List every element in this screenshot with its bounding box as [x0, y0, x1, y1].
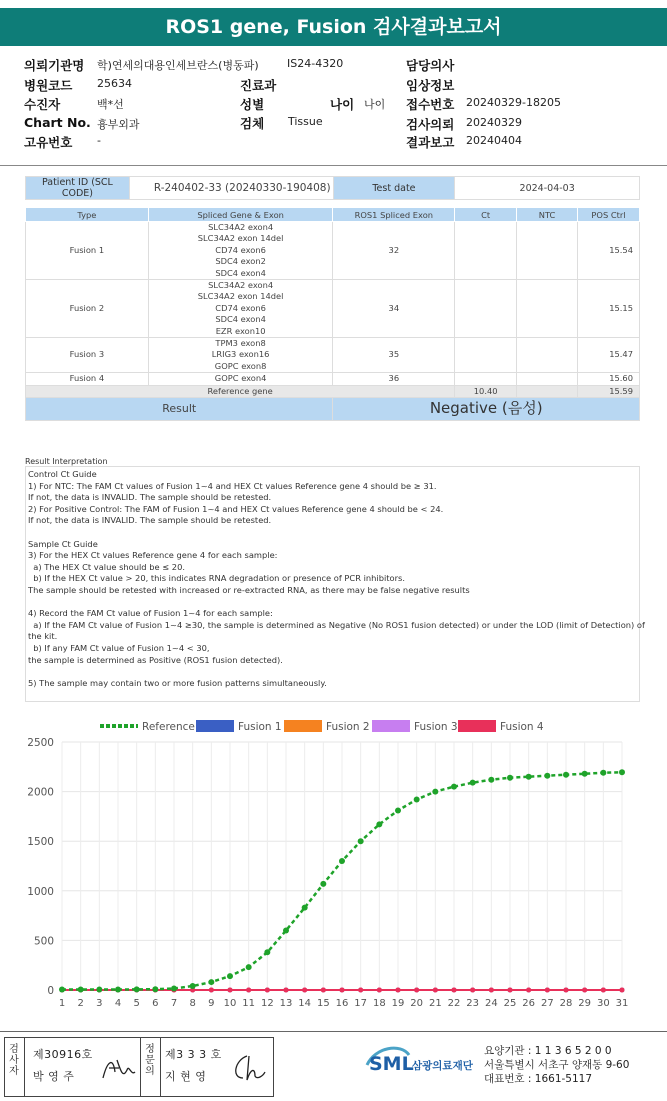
org-line: 요양기관 : 1 1 3 6 5 2 0 0 [484, 1045, 612, 1057]
data-point [507, 775, 513, 781]
clinical-info-label: 임상정보 [406, 78, 455, 93]
gene-line: GOPC exon4 [214, 373, 267, 384]
x-tick-label: 24 [484, 998, 498, 1009]
data-point [582, 771, 588, 777]
logo-text: SML [369, 1053, 414, 1075]
col-header: Type [26, 208, 149, 222]
hospital-code-label: 병원코드 [24, 78, 73, 93]
data-point [284, 988, 289, 993]
patient-info-section [0, 54, 667, 164]
x-tick-label: 12 [260, 998, 274, 1009]
examiner-label-text: 검사자 [9, 1044, 19, 1077]
request-date-value: 20240329 [466, 116, 522, 129]
x-tick-label: 16 [335, 998, 349, 1009]
data-point [433, 988, 438, 993]
patient-name-label: 수진자 [24, 97, 61, 112]
interpretation-line [28, 597, 637, 609]
report-date-value: 20240404 [466, 134, 522, 147]
legend-swatch [372, 720, 410, 732]
data-point [358, 988, 363, 993]
x-tick-label: 29 [578, 998, 592, 1009]
amplification-chart [0, 712, 667, 1012]
interpretation-line: Control Ct Guide [28, 469, 97, 479]
data-point [339, 858, 345, 864]
y-tick-label: 1500 [27, 836, 54, 849]
x-tick-label: 6 [152, 998, 159, 1009]
data-point [171, 986, 177, 992]
pos-ctrl-cell: 15.54 [578, 222, 640, 280]
x-tick-label: 23 [466, 998, 480, 1009]
interpretation-line: 1) For NTC: The FAM Ct values of Fusion 1~4 and HEX Ct values Reference gene 4 should be ≥ 31. [28, 480, 437, 491]
data-point [600, 770, 606, 776]
data-point [395, 807, 401, 813]
legend-label: Fusion 2 [326, 721, 370, 733]
y-tick-label: 0 [47, 985, 54, 997]
chart-svg [0, 712, 667, 1012]
interpretation-line: a) The HEX Ct value should be ≤ 20. [28, 561, 186, 572]
org-line: 서울특별시 서초구 양재동 9-60 [484, 1059, 630, 1071]
pos-ctrl-cell: 15.15 [578, 280, 640, 338]
x-tick-label: 11 [242, 998, 256, 1009]
exon-cell: 32 [333, 222, 455, 280]
org-name: 삼광의료재단 [412, 1060, 473, 1072]
vertical-divider [24, 1038, 25, 1096]
data-point [265, 988, 270, 993]
gene-line: SLC34A2 exon 14del [197, 233, 284, 244]
sml-logo [365, 1043, 480, 1083]
data-point [190, 983, 196, 989]
data-point [414, 797, 420, 803]
data-point [488, 777, 494, 783]
interpretation-line: a) If the FAM Ct value of Fusion 1~4 ≥30, the sample is determined as Negative (No ROS1 fusion detected) or under the LOD (limit of Detection) of [28, 619, 645, 630]
unique-number-label: 고유번호 [24, 135, 73, 150]
legend-label: Fusion 1 [238, 721, 282, 733]
x-tick-label: 9 [208, 998, 215, 1009]
data-point [526, 774, 532, 780]
data-point [470, 988, 475, 993]
y-tick-label: 2000 [27, 786, 54, 799]
data-point [377, 988, 382, 993]
interpretation-line: 4) Record the FAM Ct value of Fusion 1~4 for each sample: [28, 608, 273, 619]
gene-line: CD74 exon6 [215, 302, 266, 313]
x-tick-label: 31 [615, 998, 629, 1009]
reference-ntc-cell [517, 385, 578, 397]
doctor-label: 담당의사 [406, 58, 455, 73]
data-point [340, 988, 345, 993]
gene-line: SDC4 exon4 [215, 314, 266, 325]
x-tick-label: 14 [298, 998, 312, 1009]
data-point [134, 986, 140, 992]
report-title: ROS1 gene, Fusion 검사결과보고서 [0, 8, 667, 46]
data-point [563, 772, 569, 778]
gene-line: TPM3 exon8 [215, 338, 266, 349]
receipt-number-label: 접수번호 [406, 97, 455, 112]
x-tick-label: 25 [503, 998, 517, 1009]
reference-pos-cell: 15.59 [578, 385, 640, 397]
test-date-value: 2024-04-03 [455, 177, 640, 200]
data-point [264, 949, 270, 955]
interpretation-line: the sample is determined as Positive (ROS1 fusion detected). [28, 654, 283, 665]
org-line: 대표번호 : 1661-5117 [484, 1073, 593, 1085]
x-tick-label: 19 [391, 998, 405, 1009]
gene-line: SLC34A2 exon4 [208, 280, 274, 291]
confirm-label-text: 정문의 [145, 1044, 155, 1077]
data-point [246, 988, 251, 993]
exon-cell: 34 [333, 280, 455, 338]
interpretation-line: the kit. [28, 631, 58, 642]
confirm-label [143, 1044, 157, 1077]
x-tick-label: 3 [96, 998, 103, 1009]
data-point [452, 988, 457, 993]
data-point [376, 821, 382, 827]
vertical-divider [160, 1038, 161, 1096]
table-row [26, 373, 640, 385]
ntc-cell [517, 338, 578, 373]
request-id-value: IS24-4320 [287, 57, 344, 70]
ntc-cell [517, 280, 578, 338]
ct-cell [455, 280, 517, 338]
report-date-label: 결과보고 [406, 135, 455, 150]
signature-box [4, 1037, 274, 1097]
col-header: Ct [455, 208, 517, 222]
x-tick-label: 27 [540, 998, 554, 1009]
interpretation-line [28, 666, 637, 678]
data-point [321, 988, 326, 993]
data-point [526, 988, 531, 993]
test-date-label: Test date [333, 177, 455, 200]
table-row [26, 280, 640, 338]
chart-no-value: 흉부외과 [97, 118, 140, 131]
table-row [26, 338, 640, 373]
patient-name-value: 백*선 [97, 98, 124, 111]
examiner-label [7, 1044, 21, 1077]
gene-line: EZR exon10 [215, 325, 266, 336]
y-tick-label: 2500 [27, 737, 54, 749]
x-tick-label: 7 [170, 998, 178, 1009]
legend-label: Fusion 4 [500, 721, 544, 733]
y-tick-label: 500 [33, 935, 54, 948]
interpretation-box [25, 466, 645, 702]
examiner-name: 박 영 주 [33, 1070, 75, 1083]
data-point [302, 988, 307, 993]
gene-line: LRIG3 exon16 [211, 349, 270, 360]
data-point [320, 881, 326, 887]
pos-ctrl-cell: 15.60 [578, 373, 640, 385]
data-point [601, 988, 606, 993]
exon-cell: 35 [333, 338, 455, 373]
gene-cell [148, 338, 333, 373]
legend-swatch [458, 720, 496, 732]
x-tick-label: 21 [428, 998, 442, 1009]
data-point [209, 988, 214, 993]
data-point [358, 838, 364, 844]
request-date-label: 검사의뢰 [406, 117, 455, 132]
x-tick-label: 10 [223, 998, 237, 1009]
data-point [508, 988, 513, 993]
data-point [544, 773, 550, 779]
x-tick-label: 4 [114, 998, 122, 1009]
x-tick-label: 5 [133, 998, 140, 1009]
x-tick-label: 22 [447, 998, 461, 1009]
gene-cell [148, 280, 333, 338]
interpretation-line: The sample should be retested with increased or re-extracted RNA, as there may be false negative results [28, 584, 470, 595]
patient-id-label: Patient ID (SCL CODE) [26, 177, 130, 200]
data-point [283, 927, 289, 933]
x-tick-label: 13 [279, 998, 293, 1009]
data-point [451, 784, 457, 790]
data-point [302, 905, 308, 911]
footer-divider [0, 1031, 667, 1032]
confirm-name: 지 현 영 [165, 1070, 207, 1083]
data-point [78, 987, 84, 993]
x-tick-label: 17 [354, 998, 368, 1009]
section-divider [0, 165, 667, 166]
gene-line: SLC34A2 exon4 [208, 222, 274, 232]
data-point [208, 979, 214, 985]
age-label: 나이 [330, 97, 355, 112]
hospital-code-value: 25634 [97, 77, 132, 90]
x-tick-label: 26 [522, 998, 536, 1009]
patient-id-table [25, 176, 640, 200]
interpretation-line: If not, the data is INVALID. The sample should be retested. [28, 515, 272, 526]
sml-logo-mark [365, 1043, 480, 1079]
type-cell: Fusion 3 [26, 338, 149, 373]
data-point [432, 789, 438, 795]
x-tick-label: 20 [410, 998, 424, 1009]
exon-cell: 36 [333, 373, 455, 385]
pos-ctrl-cell: 15.47 [578, 338, 640, 373]
reference-ct-cell: 10.40 [455, 385, 517, 397]
col-header: ROS1 Spliced Exon [333, 208, 455, 222]
interpretation-title: Result Interpretation [25, 457, 108, 466]
data-point [619, 769, 625, 775]
reference-gene-label: Reference gene [26, 385, 455, 397]
chart-no-label: Chart No. [24, 115, 91, 130]
result-row [26, 398, 640, 421]
col-header: Spliced Gene & Exon [148, 208, 333, 222]
data-point [489, 988, 494, 993]
examiner-license-no: 제30916호 [33, 1048, 93, 1061]
x-tick-label: 8 [189, 998, 196, 1009]
x-tick-label: 1 [58, 998, 66, 1009]
ct-cell [455, 222, 517, 280]
interpretation-line: b) If any FAM Ct value of Fusion 1~4 < 30, [28, 642, 210, 653]
unique-number-value: - [97, 134, 101, 147]
data-point [152, 986, 158, 992]
data-point [582, 988, 587, 993]
gene-line: SLC34A2 exon 14del [197, 291, 284, 302]
vertical-divider [140, 1038, 141, 1096]
type-cell: Fusion 4 [26, 373, 149, 385]
confirm-license-no: 제3 3 3 호 [165, 1048, 222, 1061]
table-row [26, 222, 640, 280]
data-point [396, 988, 401, 993]
specimen-label: 검체 [240, 116, 265, 131]
gene-line: CD74 exon6 [215, 244, 266, 255]
interpretation-line: Sample Ct Guide [28, 538, 98, 549]
results-table [25, 207, 640, 421]
org-info [484, 1044, 629, 1086]
institution-label: 의뢰기관명 [24, 58, 85, 73]
data-point [227, 973, 233, 979]
ntc-cell [517, 222, 578, 280]
interpretation-line: b) If the HEX Ct value > 20, this indicates RNA degradation or presence of PCR inhibitors. [28, 573, 406, 584]
data-point [620, 988, 625, 993]
reference-gene-row [26, 385, 640, 397]
data-point [246, 964, 252, 970]
type-cell: Fusion 1 [26, 222, 149, 280]
data-point [59, 987, 65, 993]
receipt-number-value: 20240329-18205 [466, 96, 561, 109]
interpretation-line: If not, the data is INVALID. The sample should be retested. [28, 492, 272, 503]
examiner-signature [97, 1052, 137, 1086]
sex-label: 성별 [240, 97, 265, 112]
data-point [228, 988, 233, 993]
gene-line: SDC4 exon2 [215, 256, 266, 267]
col-header: POS Ctrl [578, 208, 640, 222]
legend-swatch [284, 720, 322, 732]
ct-cell [455, 338, 517, 373]
data-point [115, 987, 121, 993]
legend-label: Fusion 3 [414, 721, 458, 733]
interpretation-line: 5) The sample may contain two or more fusion patterns simultaneously. [28, 677, 327, 688]
data-point [96, 987, 102, 993]
data-point [564, 988, 569, 993]
y-tick-label: 1000 [27, 885, 54, 898]
x-tick-label: 2 [77, 998, 84, 1009]
col-header: NTC [517, 208, 578, 222]
result-label: Result [26, 398, 333, 421]
gene-cell [148, 222, 333, 280]
result-value: Negative (음성) [333, 398, 640, 421]
x-tick-label: 18 [372, 998, 386, 1009]
x-tick-label: 30 [596, 998, 610, 1009]
department-label: 진료과 [240, 78, 277, 93]
interpretation-line: 3) For the HEX Ct values Reference gene 4 for each sample: [28, 550, 278, 561]
legend-label: Reference [142, 721, 195, 733]
ct-cell [455, 373, 517, 385]
interpretation-line [28, 527, 637, 539]
interpretation-line: 2) For Positive Control: The FAM of Fusion 1~4 and HEX Ct values Reference gene 4 should be < 24. [28, 503, 444, 514]
ntc-cell [517, 373, 578, 385]
legend-swatch [196, 720, 234, 732]
gene-line: GOPC exon8 [214, 360, 267, 371]
x-tick-label: 15 [316, 998, 330, 1009]
confirm-signature [227, 1050, 267, 1086]
specimen-value: Tissue [288, 115, 323, 128]
institution-value: 학)연세의대용인세브란스(병동파) [97, 59, 259, 72]
data-point [414, 988, 419, 993]
gene-line: SDC4 exon4 [215, 267, 266, 278]
x-tick-label: 28 [559, 998, 573, 1009]
patient-id-value: R-240402-33 (20240330-190408) [129, 177, 333, 200]
data-point [545, 988, 550, 993]
age-value: 나이 [364, 98, 386, 111]
data-point [470, 780, 476, 786]
type-cell: Fusion 2 [26, 280, 149, 338]
gene-cell [148, 373, 333, 385]
